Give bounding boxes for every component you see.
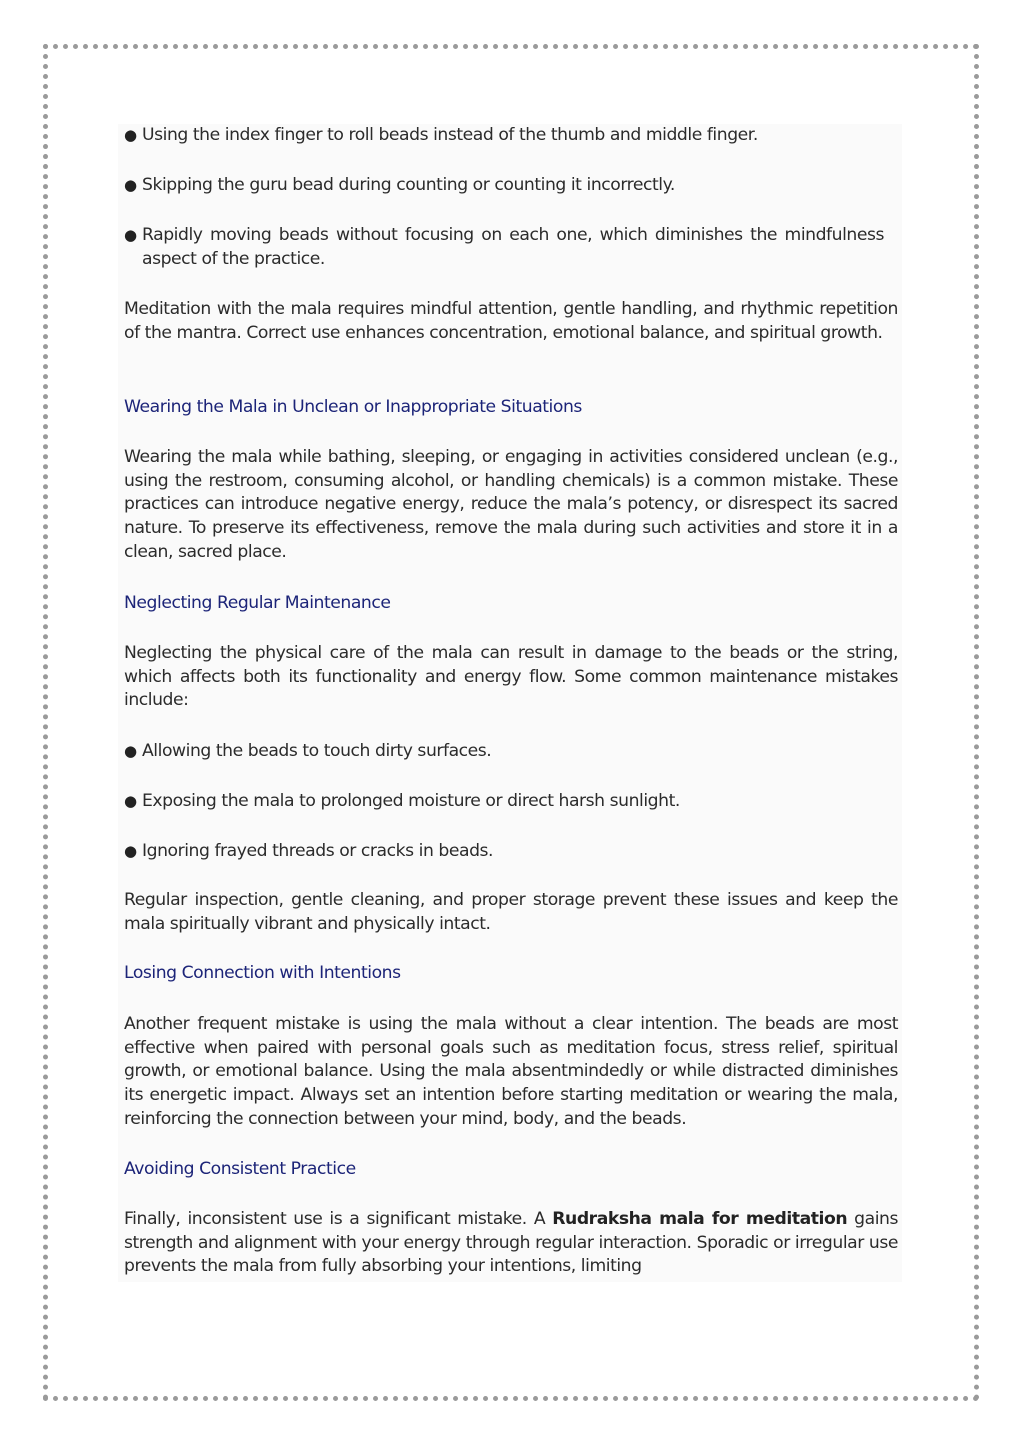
paragraph: Another frequent mistake is using the mala without a clear intention. The beads are most effective when paired with personal goals such as meditation focus, stress relief, spiritual growth, or emotional balance. Using the mala absentmindedly or while distracted diminishes its energetic impact. Always set an intention before starting meditation or wearing the mala, reinforcing the connection between your mind, body, and the beads. xyxy=(124,1014,898,1129)
list-item: ● Ignoring frayed threads or cracks in beads. xyxy=(124,840,898,864)
bullet-icon: ● xyxy=(124,842,137,860)
paragraph-meditation: Meditation with the mala requires mindful attention, gentle handling, and rhythmic repetition of the mantra. Correct use enhances concentration, emotional balance, and spiritual growth. xyxy=(124,299,898,343)
document-content xyxy=(118,124,902,1282)
paragraph: Neglecting the physical care of the mala can result in damage to the beads or the string, which affects both its functionality and energy flow. Some common maintenance mistakes include: xyxy=(124,643,898,711)
list-item: ● Using the index finger to roll beads instead of the thumb and middle finger. xyxy=(124,124,898,148)
paragraph: Finally, inconsistent use is a significant mistake. A Rudraksha mala for meditation gains strength and alignment with your energy through regular interaction. Sporadic or irregular use prevents the mala from fully absorbing your intentions, limiting xyxy=(124,1209,898,1277)
bullet-icon: ● xyxy=(124,176,137,194)
paragraph: Wearing the mala while bathing, sleeping, or engaging in activities considered unclean (e.g., using the restroom, consuming alcohol, or handling chemicals) is a common mistake. These practices can introduce negative energy, reduce the mala’s potency, or disrespect its sacred nature. To preserve its effectiveness, remove the mala during such activities and store it in a clean, sacred place. xyxy=(124,447,898,562)
paragraph: Regular inspection, gentle cleaning, and proper storage prevent these issues and keep the mala spiritually vibrant and physically intact. xyxy=(124,890,898,934)
list-item: ● Rapidly moving beads without focusing on each one, which diminishes the mindfulness aspect of the practice. xyxy=(124,224,884,271)
bullet-icon: ● xyxy=(124,126,137,144)
list-item: ● Allowing the beads to touch dirty surfaces. xyxy=(124,740,898,764)
bullet-icon: ● xyxy=(124,226,137,244)
bullet-icon: ● xyxy=(124,792,137,810)
section-heading: Wearing the Mala in Unclean or Inappropriate Situations xyxy=(124,397,582,417)
bullet-icon: ● xyxy=(124,742,137,760)
section-heading: Losing Connection with Intentions xyxy=(124,963,401,983)
list-item: ● Exposing the mala to prolonged moisture or direct harsh sunlight. xyxy=(124,790,898,814)
section-heading: Avoiding Consistent Practice xyxy=(124,1159,356,1179)
bold-keyword-link: Rudraksha mala for meditation xyxy=(552,1209,848,1229)
list-item: ● Skipping the guru bead during counting or counting it incorrectly. xyxy=(124,174,898,198)
section-heading: Neglecting Regular Maintenance xyxy=(124,593,391,613)
